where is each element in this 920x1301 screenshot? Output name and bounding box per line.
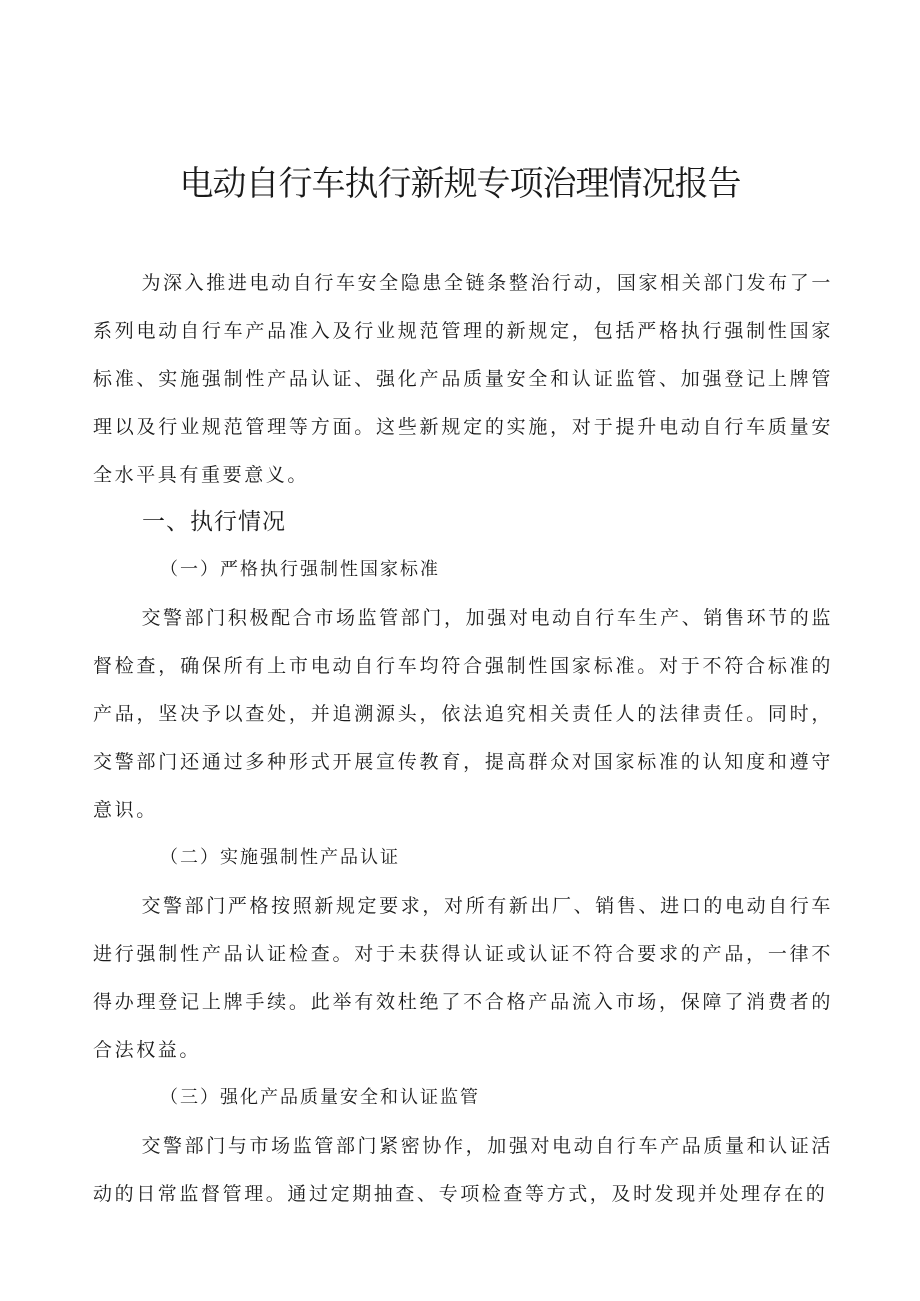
subsection-body-1: 交警部门积极配合市场监管部门，加强对电动自行车生产、销售环节的监督检查，确保所有上市电动自行车均符合强制性国家标准。对于不符合标准的产品，坚决予以查处，并追溯源头，依法追究相关责任人的法律责任。同时，交警部门还通过多种形式开展宣传教育，提高群众对国家标准的认知度和遵守意识。: [93, 607, 833, 821]
document-title: 电动自行车执行新规专项治理情况报告: [179, 164, 741, 204]
subsection-body-2: 交警部门严格按照新规定要求，对所有新出厂、销售、进口的电动自行车进行强制性产品认证检查。对于未获得认证或认证不符合要求的产品，一律不得办理登记上牌手续。此举有效杜绝了不合格产品流入市场，保障了消费者的合法权益。: [93, 895, 833, 1061]
intro-paragraph: 为深入推进电动自行车安全隐患全链条整治行动，国家相关部门发布了一系列电动自行车产品准入及行业规范管理的新规定，包括严格执行强制性国家标准、实施强制性产品认证、强化产品质量安全和认证监管、加强登记上牌管理以及行业规范管理等方面。这些新规定的实施，对于提升电动自行车质量安全水平具有重要意义。: [93, 272, 833, 486]
subsection-heading-1: （一）严格执行强制性国家标准: [160, 559, 440, 580]
subsection-heading-2: （二）实施强制性产品认证: [160, 847, 400, 868]
subsection-heading-3: （三）强化产品质量安全和认证监管: [160, 1087, 480, 1108]
section-heading-execution: 一、执行情况: [142, 509, 286, 535]
subsection-body-3: 交警部门与市场监管部门紧密协作，加强对电动自行车产品质量和认证活动的日常监督管理。通过定期抽查、专项检查等方式，及时发现并处理存在的: [93, 1135, 833, 1205]
